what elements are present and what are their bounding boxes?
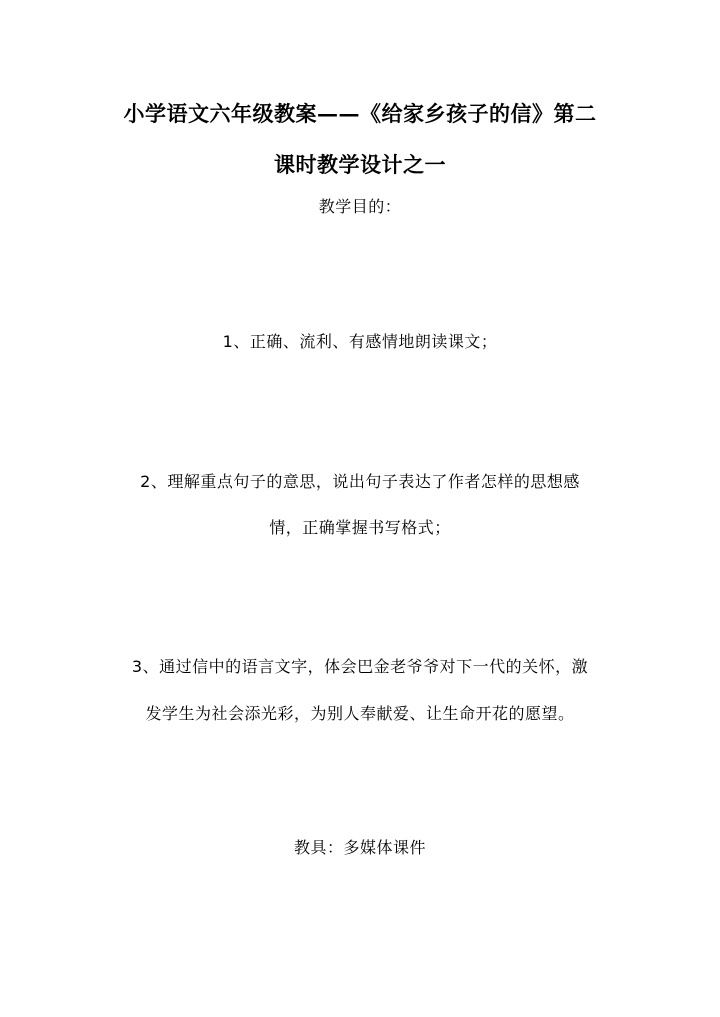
- teaching-aids: 教具：多媒体课件: [293, 838, 426, 857]
- objective-3-line-1: 3、通过信中的语言文字，体会巴金老爷爷对下一代的关怀，激: [131, 657, 589, 676]
- title-line-1: 小学语文六年级教案——《给家乡孩子的信》第二: [123, 101, 597, 126]
- title-line-2: 课时教学设计之一: [274, 152, 446, 177]
- objective-3-line-2: 发学生为社会添光彩，为别人奉献爱、让生命开花的愿望。: [145, 704, 575, 723]
- objectives-heading: 教学目的：: [318, 197, 402, 216]
- objective-2-line-1: 2、理解重点句子的意思，说出句子表达了作者怎样的思想感: [140, 472, 580, 491]
- objective-1: 1、正确、流利、有感情地朗读课文；: [222, 332, 498, 351]
- objective-2-line-2: 情，正确掌握书写格式；: [269, 518, 451, 537]
